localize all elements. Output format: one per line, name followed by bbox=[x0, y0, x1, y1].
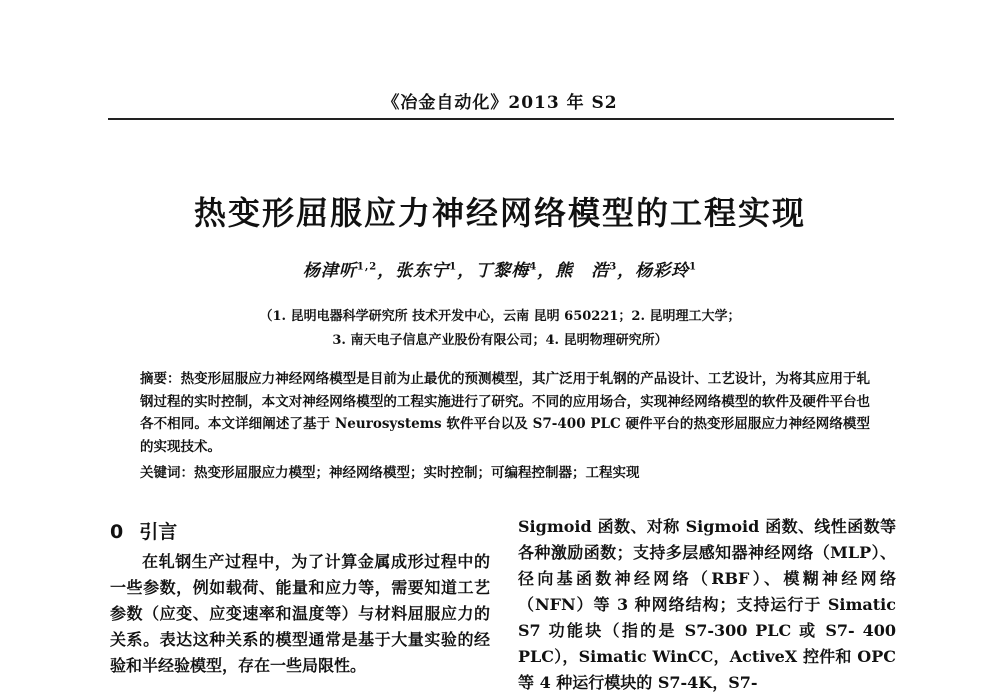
keywords-label: 关键词： bbox=[140, 465, 194, 481]
author-name: 杨津听 bbox=[302, 261, 357, 281]
section-number: 0 bbox=[110, 521, 124, 543]
left-column bbox=[110, 549, 490, 679]
author-name: 丁黎梅 bbox=[475, 261, 530, 281]
keywords-text: 热变形屈服应力模型；神经网络模型；实时控制；可编程控制器；工程实现 bbox=[194, 465, 640, 481]
author-separator: ， bbox=[457, 261, 476, 281]
right-column-paragraph: Sigmoid 函数、对称 Sigmoid 函数、线性函数等各种激励函数；支持多层感知器神经网络（MLP）、径向基函数神经网络（RBF）、模糊神经网络（NFN）等 3 种网络结构；支持运行于 Simatic S7 功能块（指的是 S7-300 PLC 或 S7- 400 PLC），Simatic WinCC，ActiveX 控件和 OPC 等 4 种运行模块的 S7-4K，S7- bbox=[518, 517, 896, 692]
author-list bbox=[0, 256, 1000, 281]
header-rule bbox=[108, 118, 894, 120]
keywords bbox=[140, 462, 870, 485]
abstract bbox=[140, 368, 870, 458]
author-affiliation-mark: 1 bbox=[449, 261, 458, 273]
affiliation-line-1: （1. 昆明电器科学研究所 技术开发中心，云南 昆明 650221；2. 昆明理工大学； bbox=[259, 309, 741, 324]
author-name: 杨彩玲 bbox=[635, 261, 690, 281]
affiliation-line-2: 3. 南天电子信息产业股份有限公司；4. 昆明物理研究所） bbox=[332, 333, 668, 348]
author-name: 张东宁 bbox=[395, 261, 450, 281]
abstract-label: 摘要： bbox=[140, 371, 181, 387]
affiliations bbox=[0, 305, 1000, 353]
abstract-text: 热变形屈服应力神经网络模型是目前为止最优的预测模型，其广泛用于轧钢的产品设计、工艺设计，为将其应用于轧钢过程的实时控制，本文对神经网络模型的工程实施进行了研究。不同的应用场合，实现神经网络模型的软件及硬件平台也各不相同。本文详细阐述了基于 Neurosystems 软件平台以及 S7-400 PLC 硬件平台的热变形屈服应力神经网络模型的实现技术。 bbox=[140, 371, 871, 455]
section-heading bbox=[110, 517, 177, 544]
left-column-paragraph: 在轧钢生产过程中，为了计算金属成形过程中的一些参数，例如载荷、能量和应力等，需要知道工艺参数（应变、应变速率和温度等）与材料屈服应力的关系。表达这种关系的模型通常是基于大量实验的经验和半经验模型，存在一些局限性。 bbox=[110, 552, 490, 675]
author-name: 熊 浩 bbox=[555, 261, 610, 281]
right-column bbox=[518, 514, 896, 696]
author-separator: ， bbox=[537, 261, 556, 281]
section-title: 引言 bbox=[139, 521, 178, 543]
author-affiliation-mark: 1,2 bbox=[356, 261, 378, 273]
paper-title: 热变形屈服应力神经网络模型的工程实现 bbox=[193, 194, 806, 232]
author-affiliation-mark: 1 bbox=[689, 261, 698, 273]
journal-header: 《冶金自动化》2013 年 S2 bbox=[382, 93, 618, 113]
author-affiliation-mark: 3 bbox=[609, 261, 618, 273]
author-separator: ， bbox=[377, 261, 396, 281]
author-separator: ， bbox=[617, 261, 636, 281]
author-affiliation-mark: 4 bbox=[529, 261, 538, 273]
